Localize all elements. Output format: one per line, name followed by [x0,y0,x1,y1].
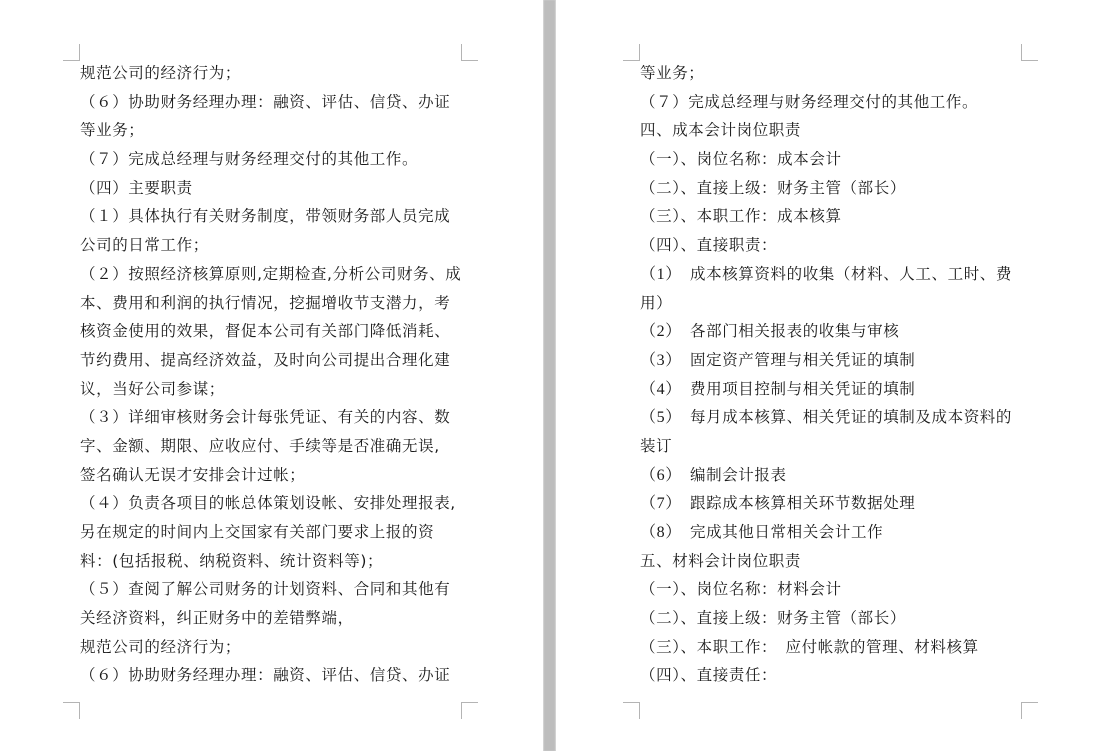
text-line [640,432,1024,461]
text-line [640,145,1024,174]
text-line: （３）详细审核财务会计每张凭证、有关的内容、数 [80,408,451,427]
text-line: （６）协助财务经理办理：融资、评估、信贷、办证 [80,92,451,111]
list-item [640,260,1024,289]
line-text: （四）、直接责任： [640,666,778,685]
line-text: 五、材料会计岗位职责 [640,551,802,570]
text-line: （２）按照经济核算原则,定期检查,分析公司财务、成 [80,264,462,283]
text-line: 另在规定的时间内上交国家有关部门要求上报的资 [80,523,435,541]
text-line [640,661,1024,690]
line-text: 费用项目控制与相关凭证的填制 [690,379,916,398]
text-line [640,59,1024,88]
text-line: （６）协助财务经理办理：融资、评估、信贷、办证 [80,666,451,685]
page-corner-mark-bottom-left [623,702,640,719]
list-number: （1） [640,265,682,283]
line-text: （二）、直接上级：财务主管（部长） [640,178,906,197]
text-line [640,604,1024,633]
list-number: （6） [640,466,682,484]
page-body-text[interactable] [640,59,1024,690]
line-text: 装订 [640,436,673,455]
line-text: 四、成本会计岗位职责 [640,121,802,140]
text-line [640,289,1024,318]
section-heading: （四）主要职责 [80,178,193,197]
text-line [640,202,1024,231]
page-corner-mark-bottom-right [461,702,478,719]
list-item [640,375,1024,404]
text-line: 字、金额、期限、应收应付、手续等是否准确无误, [80,436,440,455]
list-item [640,346,1024,375]
page-corner-mark-bottom-right [1021,702,1038,719]
list-item [640,461,1024,490]
page-corner-mark-top-left [63,44,80,61]
line-text: （三）、本职工作：成本核算 [640,207,842,226]
line-text: 用） [640,293,673,312]
text-line [640,575,1024,604]
text-line: 规范公司的经济行为； [80,637,242,656]
text-line: 节约费用、提高经济效益，及时向公司提出合理化建 [80,350,451,369]
section-heading [640,116,1024,145]
list-item [640,518,1024,547]
text-line: 等业务； [80,121,145,140]
list-number: （7） [640,495,682,513]
list-number: （8） [640,524,682,541]
line-text: 各部门相关报表的收集与审核 [690,322,900,341]
line-text: 编制会计报表 [690,465,787,484]
line-text: （一）、岗位名称：成本会计 [640,150,842,169]
text-line: （５）查阅了解公司财务的计划资料、合同和其他有 [80,580,451,599]
text-line: （１）具体执行有关财务制度，带领财务部人员完成 [80,207,451,226]
text-line [640,88,1024,117]
text-line: （７）完成总经理与财务经理交付的其他工作。 [80,150,419,169]
list-number: （4） [640,380,682,398]
list-item [640,317,1024,346]
text-line: 签名确认无误才安排会计过帐； [80,465,306,484]
text-line: 关经济资料，纠正财务中的差错弊端， [80,609,354,628]
document-page-left [0,0,543,751]
list-number: （5） [640,409,682,427]
list-number: （3） [640,351,682,369]
page-body-text[interactable] [80,59,464,690]
line-text: 跟踪成本核算相关环节数据处理 [690,494,916,513]
line-text: 成本核算资料的收集（材料、人工、工时、费 [690,264,1013,283]
text-line [640,633,1024,662]
text-line: 核资金使用的效果，督促本公司有关部门降低消耗、 [80,322,451,341]
line-text: （二）、直接上级：财务主管（部长） [640,609,906,628]
text-line: 规范公司的经济行为； [80,64,242,82]
line-text: （７）完成总经理与财务经理交付的其他工作。 [640,92,979,111]
document-page-right [556,0,1095,751]
line-text: 固定资产管理与相关凭证的填制 [690,350,916,369]
line-text: 每月成本核算、相关凭证的填制及成本资料的 [690,408,1013,427]
page-separator [543,0,556,751]
line-text: （一）、岗位名称：材料会计 [640,580,842,599]
list-number: （2） [640,323,682,341]
list-item [640,489,1024,518]
line-text: 完成其他日常相关会计工作 [690,523,884,541]
section-heading [640,547,1024,576]
text-line: 料：(包括报税、纳税资料、统计资料等)； [80,551,384,570]
line-text: （三）、本职工作： 应付帐款的管理、材料核算 [640,637,979,656]
text-line: 本、费用和利润的执行情况，挖掘增收节支潜力，考 [80,293,451,312]
page-corner-mark-bottom-left [63,702,80,719]
list-item [640,403,1024,432]
line-text: （四）、直接职责： [640,236,778,255]
text-line [640,231,1024,260]
page-corner-mark-top-left [623,44,640,61]
text-line [640,174,1024,203]
line-text: 等业务； [640,64,705,82]
text-line: （４）负责各项目的帐总体策划设帐、安排处理报表, [80,494,456,513]
text-line: 公司的日常工作； [80,236,209,255]
text-line: 议，当好公司参谋； [80,379,225,398]
